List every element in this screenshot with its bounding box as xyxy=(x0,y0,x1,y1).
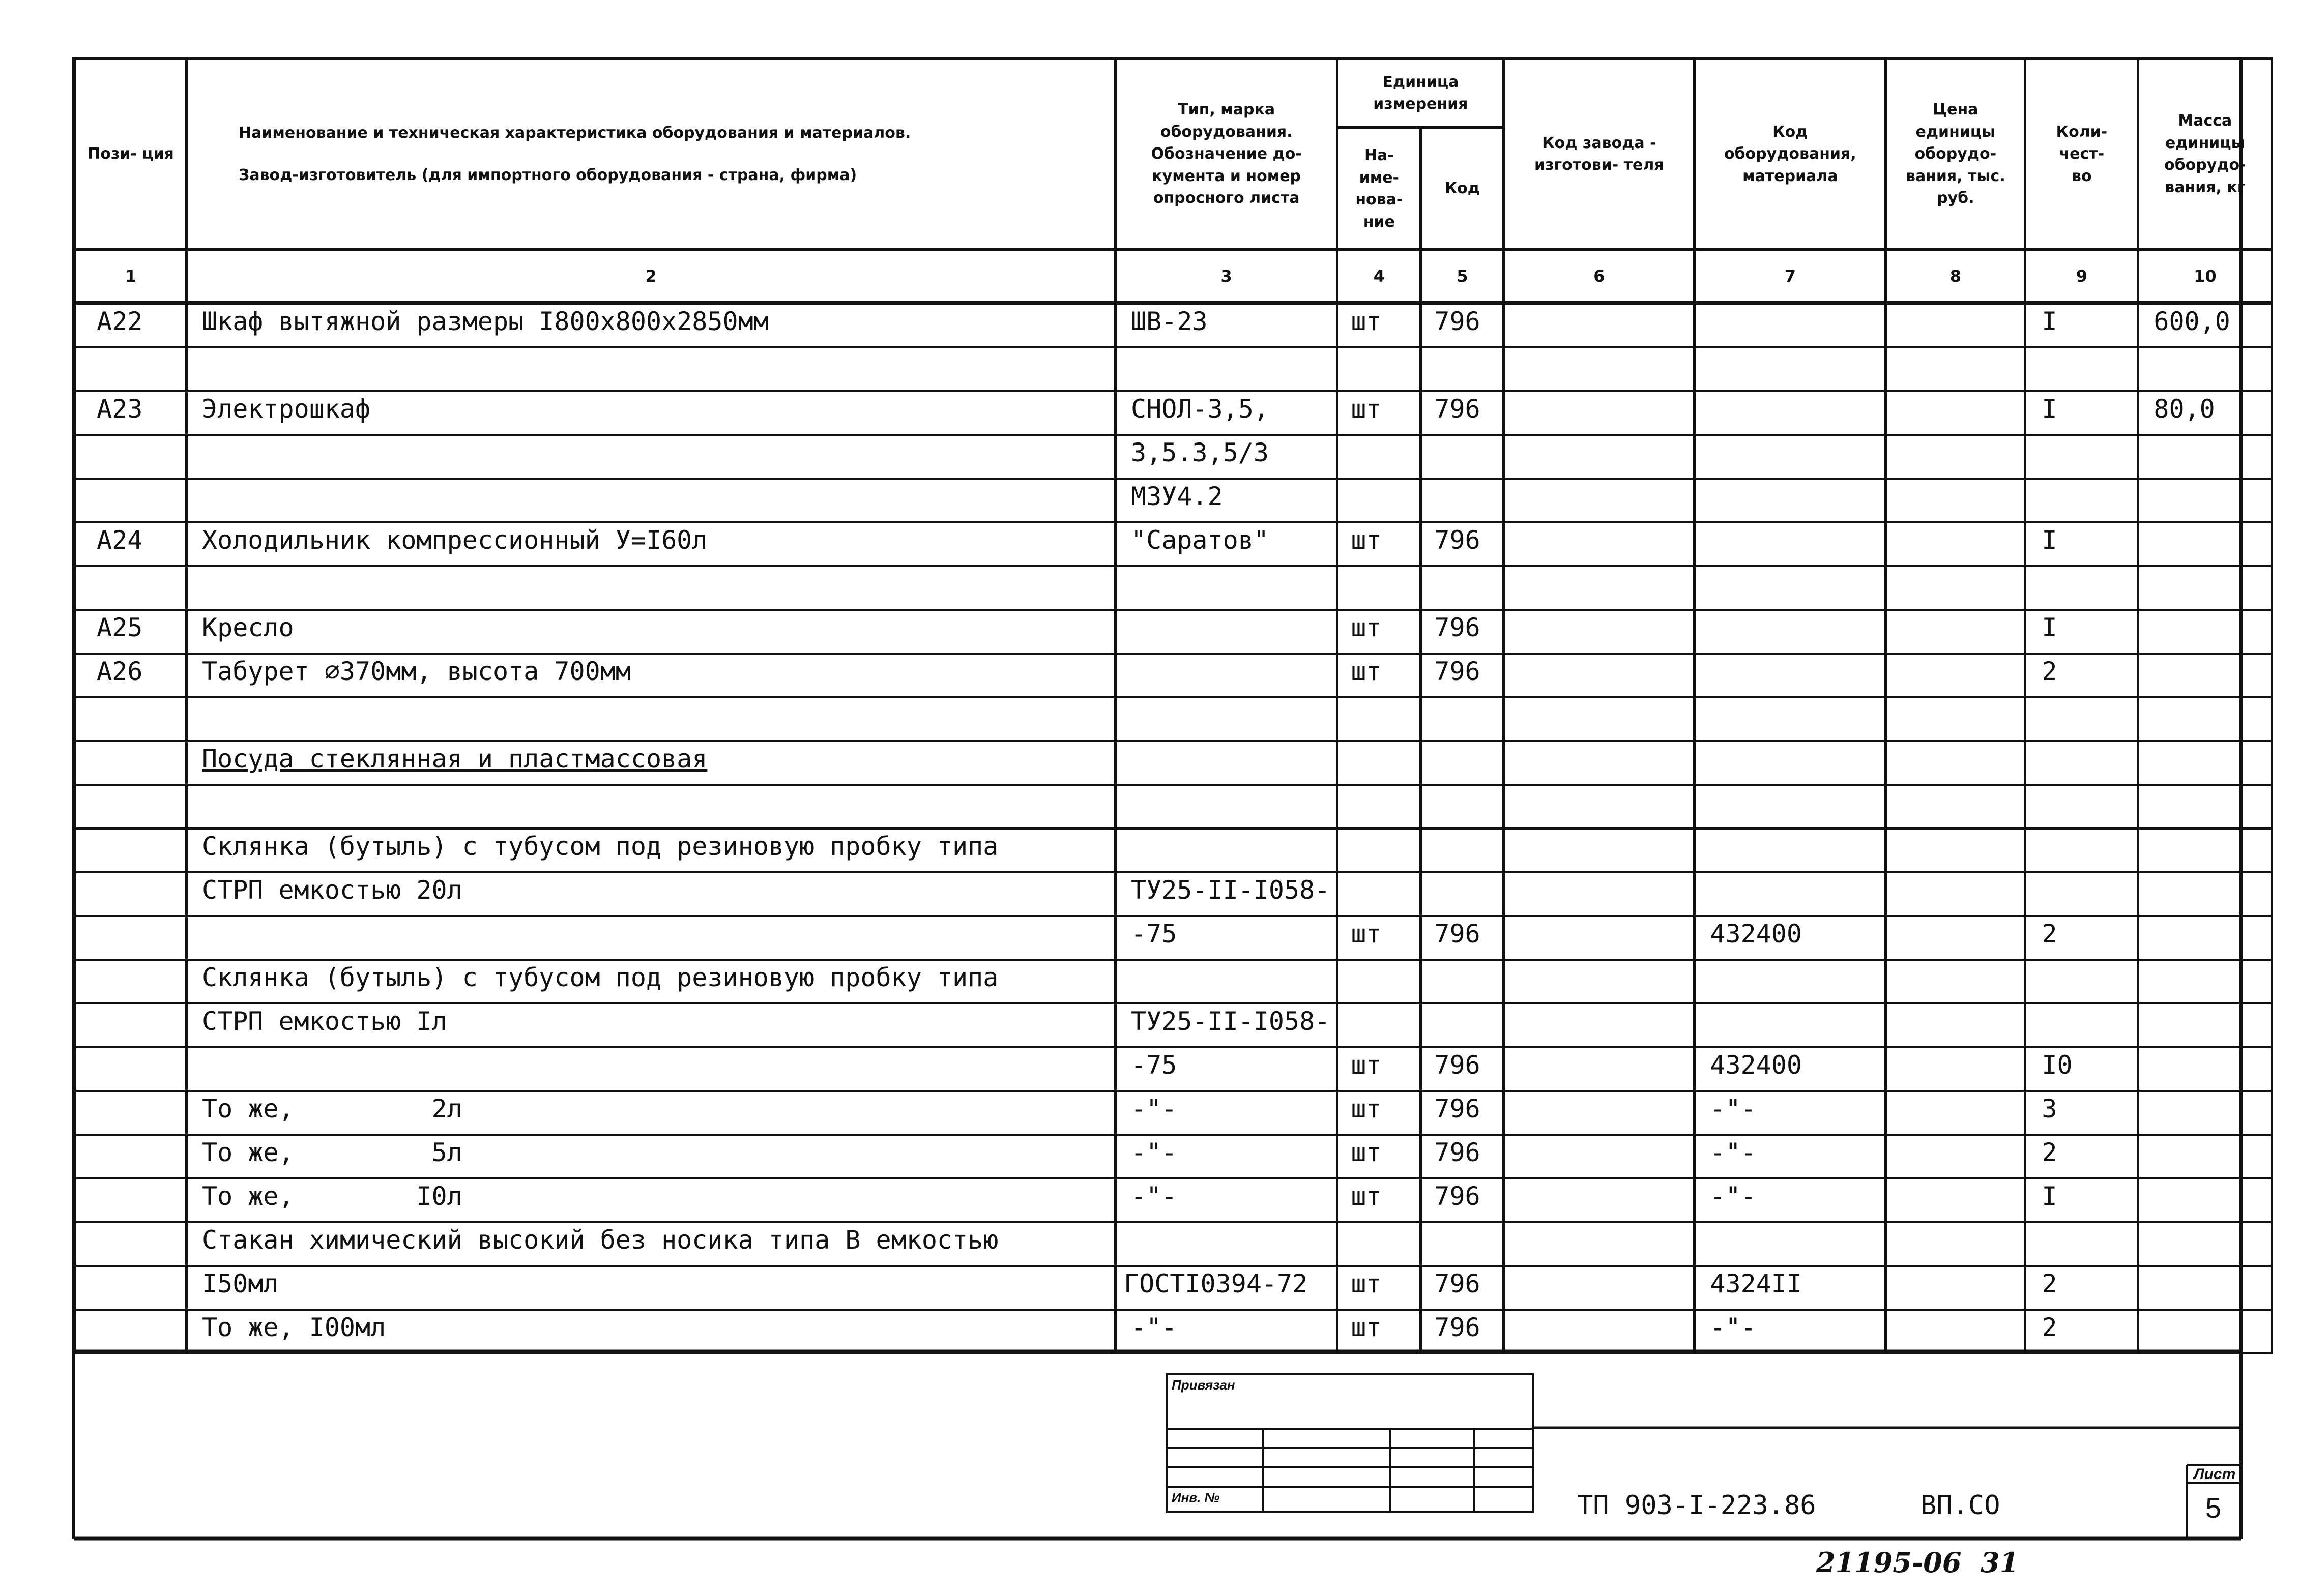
factory-code-cell xyxy=(1505,567,1693,571)
table-row xyxy=(75,829,2272,872)
quantity-cell xyxy=(2026,348,2137,352)
unit-cell: шт xyxy=(1351,919,1382,949)
position-cell xyxy=(76,436,185,440)
factory-code-cell xyxy=(1505,1092,1693,1096)
table-row xyxy=(75,1178,2272,1222)
type-cell: -"- xyxy=(1131,1313,1177,1342)
header-price: Цена единицы оборудо- вания, тыс. руб. xyxy=(1886,58,2025,250)
price-cell xyxy=(1887,436,2024,440)
header-column-numbers xyxy=(75,250,2272,303)
sheet-number: 5 xyxy=(2205,1492,2222,1524)
header-quantity: Коли- чест- во xyxy=(2025,58,2138,250)
mass-cell xyxy=(2139,1223,2271,1227)
table-row xyxy=(75,1222,2272,1266)
position-cell xyxy=(76,1048,185,1052)
unit-cell xyxy=(1338,830,1419,834)
quantity-cell: I xyxy=(2042,525,2057,555)
quantity-cell xyxy=(2026,480,2137,484)
equipment-code-cell xyxy=(1696,611,1884,615)
header-unit-group: Единица измерения xyxy=(1337,58,1504,128)
mass-cell xyxy=(2139,1179,2271,1184)
equipment-code-cell xyxy=(1696,786,1884,790)
table-row xyxy=(75,303,2272,348)
price-cell xyxy=(1887,480,2024,484)
unit-code-cell: 796 xyxy=(1434,1138,1480,1167)
unit-code-cell: 796 xyxy=(1434,1094,1480,1124)
quantity-cell xyxy=(2026,1004,2137,1009)
column-number: 6 xyxy=(1504,250,1695,303)
type-cell xyxy=(1117,567,1336,571)
position-cell xyxy=(76,742,185,746)
equipment-code-cell: -"- xyxy=(1710,1313,1756,1342)
equipment-code-cell xyxy=(1696,873,1884,877)
position-cell xyxy=(76,917,185,921)
quantity-cell xyxy=(2026,830,2137,834)
equipment-spec-table xyxy=(74,57,2273,1354)
position-cell xyxy=(76,830,185,834)
position-cell xyxy=(76,1136,185,1140)
unit-code-cell: 796 xyxy=(1434,1269,1480,1298)
unit-code-cell xyxy=(1422,698,1502,702)
equipment-code-cell xyxy=(1696,742,1884,746)
unit-cell: шт xyxy=(1351,1269,1382,1298)
factory-code-cell xyxy=(1505,480,1693,484)
price-cell xyxy=(1887,611,2024,615)
header-name-line2: Завод-изготовитель (для импортного оборудования - страна, фирма) xyxy=(239,166,857,184)
mass-cell xyxy=(2139,917,2271,921)
price-cell xyxy=(1887,1136,2024,1140)
column-number: 5 xyxy=(1421,250,1504,303)
unit-code-cell: 796 xyxy=(1434,657,1480,686)
header-unit-name: На- име- нова- ние xyxy=(1337,128,1421,250)
price-cell xyxy=(1887,392,2024,396)
name-cell xyxy=(188,917,1114,921)
equipment-code-cell: -"- xyxy=(1710,1181,1756,1211)
price-cell xyxy=(1887,655,2024,659)
table-row xyxy=(75,1135,2272,1178)
mass-cell xyxy=(2139,655,2271,659)
unit-code-cell: 796 xyxy=(1434,307,1480,336)
unit-cell xyxy=(1338,742,1419,746)
price-cell xyxy=(1887,830,2024,834)
name-cell: СТРП емкостью 20л xyxy=(202,875,462,905)
unit-code-cell xyxy=(1422,480,1502,484)
price-cell xyxy=(1887,1311,2024,1315)
factory-code-cell xyxy=(1505,348,1693,352)
mass-cell xyxy=(2139,523,2271,527)
quantity-cell xyxy=(2026,698,2137,702)
table-row xyxy=(75,610,2272,654)
unit-cell xyxy=(1338,348,1419,352)
quantity-cell xyxy=(2026,567,2137,571)
type-cell xyxy=(1117,742,1336,746)
mass-cell xyxy=(2139,830,2271,834)
mass-cell xyxy=(2139,1136,2271,1140)
factory-code-cell xyxy=(1505,1267,1693,1271)
mass-cell xyxy=(2139,611,2271,615)
mass-cell xyxy=(2139,480,2271,484)
mass-cell xyxy=(2139,873,2271,877)
quantity-cell: 2 xyxy=(2042,657,2057,686)
price-cell xyxy=(1887,1004,2024,1009)
type-cell: ТУ25-II-I058- xyxy=(1131,875,1330,905)
price-cell xyxy=(1887,348,2024,352)
name-cell: Шкаф вытяжной размеры I800x800x2850мм xyxy=(202,307,769,336)
column-number: 10 xyxy=(2138,250,2272,303)
unit-code-cell: 796 xyxy=(1434,1313,1480,1342)
equipment-code-cell xyxy=(1696,698,1884,702)
name-cell xyxy=(188,698,1114,702)
header-unit-code: Код xyxy=(1421,128,1504,250)
quantity-cell xyxy=(2026,786,2137,790)
position-cell: А22 xyxy=(97,307,143,336)
unit-cell xyxy=(1338,786,1419,790)
equipment-code-cell xyxy=(1696,523,1884,527)
position-cell xyxy=(76,1223,185,1227)
name-cell: То же, 2л xyxy=(202,1094,462,1124)
type-cell xyxy=(1117,611,1336,615)
column-number: 3 xyxy=(1116,250,1337,303)
type-cell xyxy=(1117,961,1336,965)
mass-cell xyxy=(2139,436,2271,440)
table-row xyxy=(75,1310,2272,1353)
price-cell xyxy=(1887,1092,2024,1096)
unit-cell: шт xyxy=(1351,1181,1382,1211)
position-cell xyxy=(76,1311,185,1315)
price-cell xyxy=(1887,698,2024,702)
header-type: Тип, марка оборудования. Обозначение до- кумента и номер опросного листа xyxy=(1116,58,1337,250)
unit-code-cell xyxy=(1422,830,1502,834)
factory-code-cell xyxy=(1505,742,1693,746)
unit-code-cell xyxy=(1422,1004,1502,1009)
unit-cell xyxy=(1338,1223,1419,1227)
quantity-cell: 2 xyxy=(2042,1138,2057,1167)
column-number: 9 xyxy=(2025,250,2138,303)
table-row xyxy=(75,566,2272,610)
unit-code-cell: 796 xyxy=(1434,525,1480,555)
table-row xyxy=(75,741,2272,785)
name-cell: То же, 5л xyxy=(202,1138,462,1167)
quantity-cell xyxy=(2026,1223,2137,1227)
sheet-label: Лист xyxy=(2194,1466,2236,1483)
equipment-code-cell xyxy=(1696,480,1884,484)
quantity-cell xyxy=(2026,961,2137,965)
table-row xyxy=(75,654,2272,697)
mass-cell xyxy=(2139,1048,2271,1052)
type-cell: 3,5.3,5/3 xyxy=(1131,438,1269,467)
mass-cell xyxy=(2139,698,2271,702)
archive-number: 21195-06 31 xyxy=(1816,1546,2019,1579)
unit-cell: шт xyxy=(1351,1050,1382,1080)
name-cell: СТРП емкостью Iл xyxy=(202,1007,447,1036)
inventory-number-label: Инв. № xyxy=(1172,1490,1220,1505)
type-cell xyxy=(1117,698,1336,702)
table-row xyxy=(75,785,2272,829)
price-cell xyxy=(1887,523,2024,527)
mass-cell xyxy=(2139,1311,2271,1315)
position-cell xyxy=(76,873,185,877)
price-cell xyxy=(1887,1179,2024,1184)
table-row xyxy=(75,872,2272,916)
equipment-code-cell xyxy=(1696,348,1884,352)
type-cell: "Саратов" xyxy=(1131,525,1269,555)
position-cell xyxy=(76,1092,185,1096)
unit-cell: шт xyxy=(1351,657,1382,686)
mass-cell xyxy=(2139,1092,2271,1096)
factory-code-cell xyxy=(1505,523,1693,527)
header-equipment-code: Код оборудования, материала xyxy=(1695,58,1886,250)
factory-code-cell xyxy=(1505,961,1693,965)
quantity-cell: 2 xyxy=(2042,1269,2057,1298)
equipment-code-cell: 4324II xyxy=(1710,1269,1802,1298)
header-position: Пози- ция xyxy=(75,58,187,250)
privyazan-label: Привязан xyxy=(1172,1377,1235,1393)
equipment-code-cell: 432400 xyxy=(1710,1050,1802,1080)
price-cell xyxy=(1887,961,2024,965)
unit-code-cell xyxy=(1422,873,1502,877)
table-row xyxy=(75,1003,2272,1047)
unit-code-cell: 796 xyxy=(1434,1050,1480,1080)
unit-code-cell: 796 xyxy=(1434,613,1480,642)
name-cell: Кресло xyxy=(202,613,294,642)
equipment-code-cell xyxy=(1696,392,1884,396)
type-cell xyxy=(1117,786,1336,790)
table-row xyxy=(75,435,2272,479)
quantity-cell: I xyxy=(2042,307,2057,336)
price-cell xyxy=(1887,873,2024,877)
price-cell xyxy=(1887,742,2024,746)
factory-code-cell xyxy=(1505,830,1693,834)
quantity-cell: 2 xyxy=(2042,1313,2057,1342)
name-cell xyxy=(188,348,1114,352)
mass-cell xyxy=(2139,567,2271,571)
equipment-code-cell xyxy=(1696,305,1884,309)
equipment-code-cell xyxy=(1696,830,1884,834)
name-cell: Стакан химический высокий без носика типа В емкостью xyxy=(202,1225,999,1255)
unit-code-cell: 796 xyxy=(1434,919,1480,949)
mass-cell: 600,0 xyxy=(2154,307,2230,336)
unit-code-cell xyxy=(1422,436,1502,440)
unit-code-cell: 796 xyxy=(1434,1181,1480,1211)
unit-code-cell xyxy=(1422,742,1502,746)
price-cell xyxy=(1887,305,2024,309)
type-cell: -"- xyxy=(1131,1094,1177,1124)
factory-code-cell xyxy=(1505,305,1693,309)
mass-cell xyxy=(2139,786,2271,790)
mass-cell xyxy=(2139,348,2271,352)
factory-code-cell xyxy=(1505,392,1693,396)
table-row xyxy=(75,916,2272,960)
factory-code-cell xyxy=(1505,611,1693,615)
name-cell xyxy=(188,480,1114,484)
table-row xyxy=(75,522,2272,566)
unit-cell: шт xyxy=(1351,525,1382,555)
factory-code-cell xyxy=(1505,1179,1693,1184)
unit-cell xyxy=(1338,567,1419,571)
mass-cell xyxy=(2139,742,2271,746)
column-number: 4 xyxy=(1337,250,1421,303)
name-cell: Табурет ∅370мм, высота 700мм xyxy=(202,657,631,686)
unit-code-cell xyxy=(1422,961,1502,965)
unit-cell: шт xyxy=(1351,1313,1382,1342)
unit-code-cell xyxy=(1422,348,1502,352)
equipment-code-cell: -"- xyxy=(1710,1094,1756,1124)
document-mark: ВП.СО xyxy=(1920,1490,2000,1521)
equipment-code-cell xyxy=(1696,567,1884,571)
unit-cell: шт xyxy=(1351,394,1382,424)
unit-code-cell xyxy=(1422,567,1502,571)
price-cell xyxy=(1887,567,2024,571)
type-cell xyxy=(1117,348,1336,352)
equipment-code-cell xyxy=(1696,655,1884,659)
unit-cell xyxy=(1338,961,1419,965)
type-cell xyxy=(1117,830,1336,834)
position-cell xyxy=(76,1267,185,1271)
name-cell xyxy=(188,1048,1114,1052)
type-cell: -"- xyxy=(1131,1181,1177,1211)
equipment-code-cell: 432400 xyxy=(1710,919,1802,949)
name-cell: Электрошкаф xyxy=(202,394,371,424)
column-number: 8 xyxy=(1886,250,2025,303)
name-cell: Склянка (бутыль) с тубусом под резиновую пробку типа xyxy=(202,963,999,992)
position-cell xyxy=(76,961,185,965)
position-cell: А23 xyxy=(97,394,143,424)
unit-cell: шт xyxy=(1351,1138,1382,1167)
type-cell: ГОСТI0394-72 xyxy=(1124,1269,1308,1298)
table-row xyxy=(75,391,2272,435)
name-cell xyxy=(188,436,1114,440)
unit-cell xyxy=(1338,1004,1419,1009)
table-row xyxy=(75,479,2272,522)
type-cell: -"- xyxy=(1131,1138,1177,1167)
factory-code-cell xyxy=(1505,1223,1693,1227)
mass-cell: 80,0 xyxy=(2154,394,2215,424)
header-factory-code: Код завода - изготови- теля xyxy=(1504,58,1695,250)
mass-cell xyxy=(2139,1267,2271,1271)
position-cell xyxy=(76,1179,185,1184)
unit-cell: шт xyxy=(1351,613,1382,642)
section-heading: Посуда стеклянная и пластмассовая xyxy=(202,744,708,774)
position-cell: А25 xyxy=(97,613,143,642)
factory-code-cell xyxy=(1505,873,1693,877)
type-cell: -75 xyxy=(1131,919,1177,949)
mass-cell xyxy=(2139,961,2271,965)
quantity-cell xyxy=(2026,742,2137,746)
header-name xyxy=(187,58,1116,250)
price-cell xyxy=(1887,786,2024,790)
column-number: 1 xyxy=(75,250,187,303)
binding-stamp xyxy=(1166,1373,1534,1513)
position-cell xyxy=(76,348,185,352)
quantity-cell: I0 xyxy=(2042,1050,2073,1080)
quantity-cell xyxy=(2026,873,2137,877)
table-row xyxy=(75,347,2272,391)
position-cell xyxy=(76,786,185,790)
unit-cell: шт xyxy=(1351,1094,1382,1124)
type-cell: СНОЛ-3,5, xyxy=(1131,394,1269,424)
unit-cell: шт xyxy=(1351,307,1382,336)
factory-code-cell xyxy=(1505,1004,1693,1009)
position-cell xyxy=(76,480,185,484)
type-cell xyxy=(1117,655,1336,659)
unit-code-cell xyxy=(1422,1223,1502,1227)
unit-cell xyxy=(1338,480,1419,484)
name-cell xyxy=(188,567,1114,571)
quantity-cell: I xyxy=(2042,1181,2057,1211)
name-cell: Холодильник компрессионный У=I60л xyxy=(202,525,708,555)
position-cell xyxy=(76,567,185,571)
name-cell xyxy=(188,786,1114,790)
table-row xyxy=(75,697,2272,741)
column-number: 7 xyxy=(1695,250,1886,303)
name-cell: I50мл xyxy=(202,1269,279,1298)
factory-code-cell xyxy=(1505,698,1693,702)
table-row xyxy=(75,960,2272,1003)
position-cell: А24 xyxy=(97,525,143,555)
quantity-cell xyxy=(2026,436,2137,440)
type-cell: -75 xyxy=(1131,1050,1177,1080)
position-cell xyxy=(76,1004,185,1009)
type-cell xyxy=(1117,1223,1336,1227)
name-cell: Склянка (бутыль) с тубусом под резиновую пробку типа xyxy=(202,832,999,861)
header-mass: Масса единицы оборудо- вания, кг xyxy=(2138,58,2272,250)
name-cell: То же, I0л xyxy=(202,1181,462,1211)
type-cell: М3У4.2 xyxy=(1131,482,1223,511)
name-cell: То же, I00мл xyxy=(202,1313,386,1342)
equipment-code-cell xyxy=(1696,1004,1884,1009)
unit-code-cell xyxy=(1422,786,1502,790)
quantity-cell: I xyxy=(2042,613,2057,642)
quantity-cell: 2 xyxy=(2042,919,2057,949)
price-cell xyxy=(1887,917,2024,921)
unit-code-cell: 796 xyxy=(1434,394,1480,424)
position-cell: А26 xyxy=(97,657,143,686)
table-row xyxy=(75,1266,2272,1310)
table-row xyxy=(75,1047,2272,1091)
unit-cell xyxy=(1338,698,1419,702)
quantity-cell: 3 xyxy=(2042,1094,2057,1124)
quantity-cell: I xyxy=(2042,394,2057,424)
type-cell: ТУ25-II-I058- xyxy=(1131,1007,1330,1036)
equipment-code-cell: -"- xyxy=(1710,1138,1756,1167)
factory-code-cell xyxy=(1505,655,1693,659)
unit-cell xyxy=(1338,873,1419,877)
type-cell: ШВ-23 xyxy=(1131,307,1208,336)
table-row xyxy=(75,1091,2272,1135)
header-name-line1: Наименование и техническая характеристика оборудования и материалов. xyxy=(239,124,911,142)
price-cell xyxy=(1887,1223,2024,1227)
document-code: ТП 903-I-223.86 xyxy=(1577,1490,1816,1521)
equipment-code-cell xyxy=(1696,961,1884,965)
factory-code-cell xyxy=(1505,436,1693,440)
column-number: 2 xyxy=(187,250,1116,303)
factory-code-cell xyxy=(1505,786,1693,790)
unit-cell xyxy=(1338,436,1419,440)
factory-code-cell xyxy=(1505,917,1693,921)
price-cell xyxy=(1887,1267,2024,1271)
equipment-code-cell xyxy=(1696,436,1884,440)
price-cell xyxy=(1887,1048,2024,1052)
mass-cell xyxy=(2139,1004,2271,1009)
factory-code-cell xyxy=(1505,1136,1693,1140)
factory-code-cell xyxy=(1505,1311,1693,1315)
position-cell xyxy=(76,698,185,702)
factory-code-cell xyxy=(1505,1048,1693,1052)
equipment-code-cell xyxy=(1696,1223,1884,1227)
